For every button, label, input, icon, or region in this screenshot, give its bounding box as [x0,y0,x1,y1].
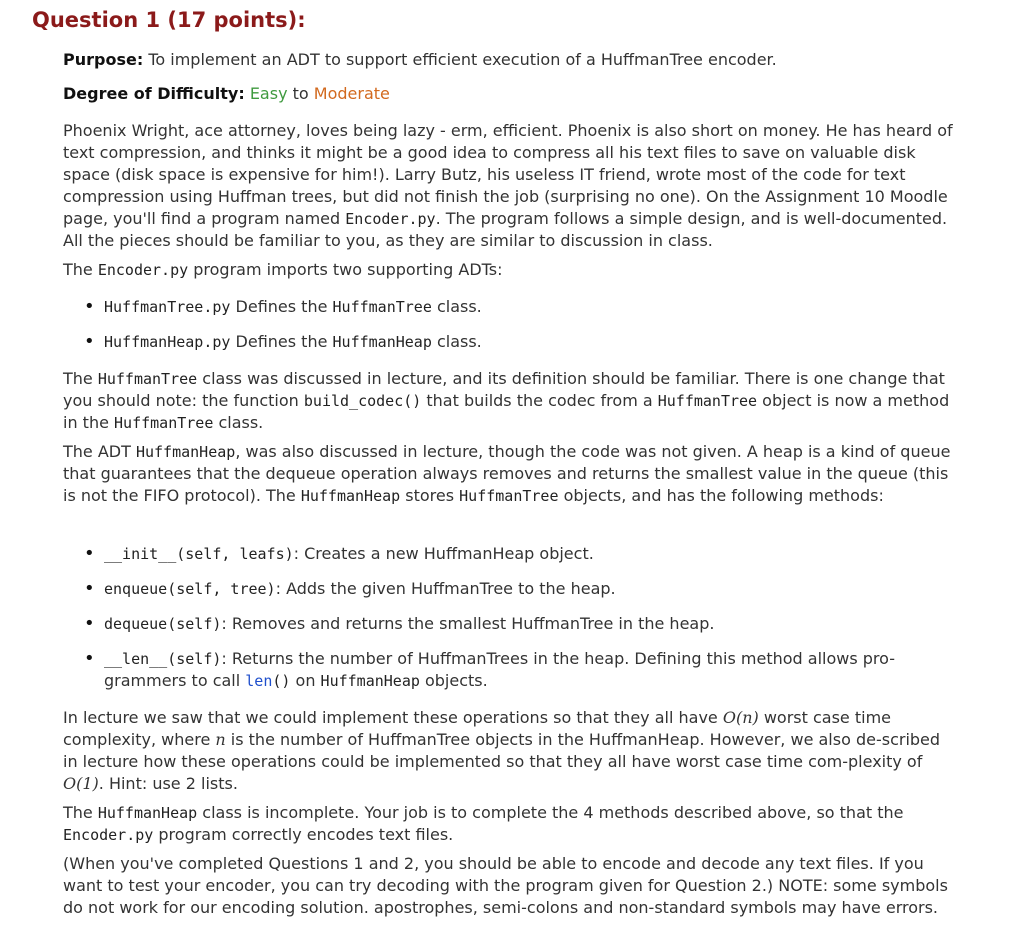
heap-paragraph: The ADT HuffmanHeap, was also discussed in lecture, though the code was not given. A heap is a kind of queue that guarantees that the dequeue operation always removes and returns the smallest value in the queue (this is not the FIFO protocol). The HuffmanHeap stores HuffmanTree objects, and has the following methods: [63,442,951,505]
difficulty-label: Degree of Difficulty: [63,84,245,103]
code-encoder: Encoder.py [345,210,436,228]
list-item: • __init__(self, leafs): Creates a new HuffmanHeap object. [84,543,954,565]
purpose-line [63,49,777,71]
complexity-paragraph: In lecture we saw that we could implement these operations so that they all have O(n) worst case time complexity, where n is the number of HuffmanTree objects in the HuffmanHeap. However, we also de-scribed in lecture how these operations could be implemented so that they all have worst case time com-plexity of O(1). Hint: use 2 lists. [63,708,941,793]
list-item: • enqueue(self, tree): Adds the given HuffmanTree to the heap. [84,578,954,600]
imports-paragraph: The Encoder.py program imports two supporting ADTs: [63,260,503,279]
intro-paragraph: Phoenix Wright, ace attorney, loves being lazy - erm, efficient. Phoenix is also short on money. He has heard of text compression, and thinks it might be a good idea to compress all his text files to save on valuable disk space (disk space is expensive for him!). Larry Butz, his useless IT friend, wrote most of the code for text compression using Huffman trees, but did not finish the job (surprising no one). On the Assignment 10 Moodle page, you'll find a program named Encoder.py. The program follows a simple design, and is well-documented. All the pieces should be familiar to you, as they are similar to discussion in class. [63,121,953,250]
method-list [84,543,954,692]
difficulty-moderate: Moderate [313,84,390,103]
note-paragraph: (When you've completed Questions 1 and 2, you should be able to encode and decode any text files. If you want to test your encoder, you can try decoding with the program given for Question 2.) NOTE: some symbols do not work for our encoding solution. apostrophes, semi-colons and non-standard symbols may have errors. [63,854,948,917]
list-item: • HuffmanTree.py Defines the HuffmanTree class. [84,296,954,318]
adt-file-list [84,296,954,353]
code-encoder: Encoder.py [97,261,189,279]
task-paragraph: The HuffmanHeap class is incomplete. Your job is to complete the 4 methods described above, so that the Encoder.py program correctly encodes text files. [63,803,904,844]
difficulty-line [63,83,390,105]
list-item: • dequeue(self): Removes and returns the smallest HuffmanTree in the heap. [84,613,954,635]
purpose-text: To implement an ADT to support efficient execution of a HuffmanTree encoder. [148,50,777,69]
tree-paragraph: The HuffmanTree class was discussed in lecture, and its definition should be familiar. There is one change that you should note: the function build_codec() that builds the codec from a HuffmanTree object is now a method in the HuffmanTree class. [63,369,950,432]
difficulty-easy: Easy [249,84,288,103]
difficulty-joiner: to [292,84,309,103]
question-heading: Question 1 (17 points): [32,8,306,32]
purpose-label: Purpose: [63,50,144,69]
list-item: • __len__(self): Returns the number of HuffmanTrees in the heap. Defining this method allows pro-grammers to call len() on HuffmanHeap objects. [84,648,954,692]
list-item: • HuffmanHeap.py Defines the HuffmanHeap class. [84,331,954,353]
